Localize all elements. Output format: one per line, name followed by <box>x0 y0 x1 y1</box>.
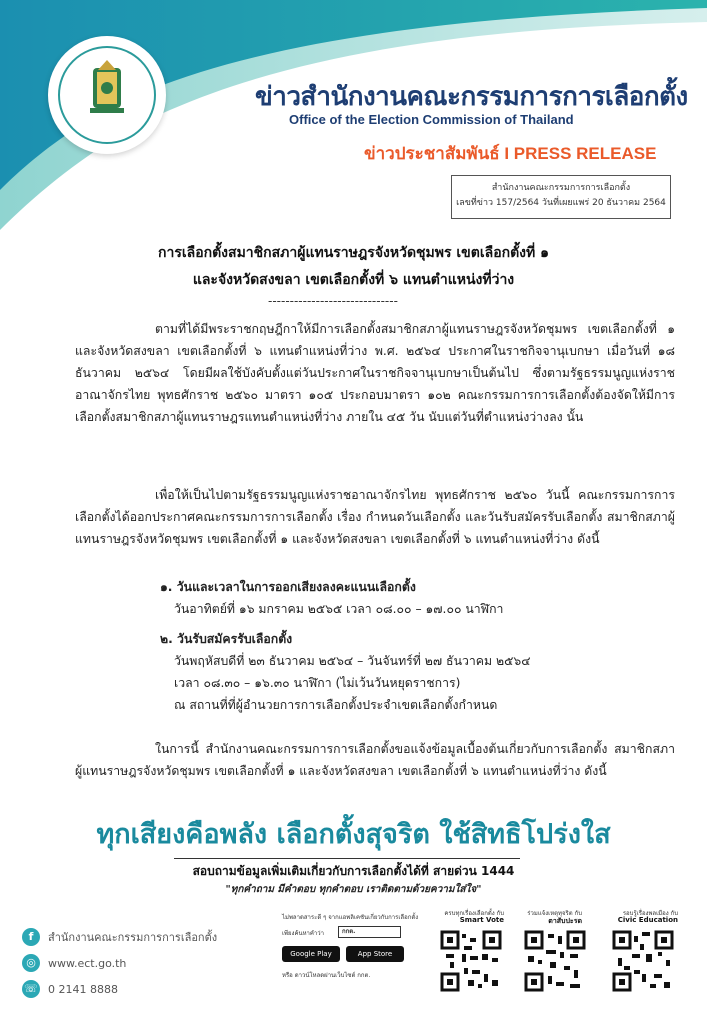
paragraph-1: ตามที่ได้มีพระราชกฤษฎีกาให้มีการเลือกตั้งสมาชิกสภาผู้แทนราษฎรจังหวัดชุมพร เขตเลือกตั้งที่ ๑ และจังหวัดสงขลา เขตเลือกตั้งที่ ๖ แทนตำแหน่งที่ว่าง พ.ศ. ๒๕๖๔ ประกาศในราชกิจจานุเบกษา เมื่อวันที่ ๑๘ ธันวาคม ๒๕๖๔ โดยมีผลใช้บังคับตั้งแต่วันประกาศในราชกิจจานุเบกษาเป็นต้นไป ซึ่งตามรัฐธรรมนูญแห่งราชอาณาจักรไทย พุทธศักราช ๒๕๖๐ มาตรา ๑๐๕ ประกอบมาตรา ๑๐๒ คณะกรรมการการเลือกตั้งต้องจัดให้มีการเลือกตั้งสมาชิกสภาผู้แทนราษฎรแทนตำแหน่งที่ว่าง ภายใน ๔๕ วัน นับแต่วันที่ตำแหน่งว่างลง นั้น <box>75 322 675 424</box>
facebook-icon: f <box>22 928 40 946</box>
facebook-text: สำนักงานคณะกรรมการการเลือกตั้ง <box>48 931 218 944</box>
google-play-button[interactable]: Google Play <box>282 946 340 962</box>
app-search-label: เพียงค้นหาคำว่า <box>282 930 325 937</box>
website-link[interactable] <box>22 954 126 972</box>
paragraph-3: ในการนี้ สำนักงานคณะกรรมการการเลือกตั้งขอแจ้งข้อมูลเบื้องต้นเกี่ยวกับการเลือกตั้ง สมาชิกสภาผู้แทนราษฎรจังหวัดชุมพร เขตเลือกตั้งที่ ๑ และจังหวัดสงขลา เขตเลือกตั้งที่ ๖ แทนตำแหน่งที่ว่าง ดังนี้ <box>75 742 675 778</box>
press-release-label: ข่าวประชาสัมพันธ์ I PRESS RELEASE <box>364 144 657 163</box>
paragraph-2: เพื่อให้เป็นไปตามรัฐธรรมนูญแห่งราชอาณาจักรไทย พุทธศักราช ๒๕๖๐ วันนี้ คณะกรรมการการเลือกตั้งได้ออกประกาศคณะกรรมการการเลือกตั้ง เรื่อง กำหนดวันเลือกตั้ง และวันรับสมัครรับเลือกตั้ง สมาชิกสภาผู้แทนราษฎรจังหวัดชุมพร เขตเลือกตั้งที่ ๑ และจังหวัดสงขลา เขตเลือกตั้งที่ ๖ แทนตำแหน่งที่ว่าง ดังนี้ <box>75 488 675 546</box>
qr3-title: Civic Education <box>617 916 678 924</box>
body-paragraph-3 <box>75 738 675 782</box>
logo-ring <box>58 46 156 144</box>
title-divider: ------------------------------ <box>268 294 398 308</box>
section-2 <box>160 628 680 716</box>
document-title <box>0 240 707 294</box>
pineapple-eye-qr-icon[interactable] <box>524 930 586 992</box>
app-search-box: กกต. <box>338 926 401 938</box>
app-note: ไม่พลาดสาระดี ๆ จากแอพลิเคชันเกี่ยวกับการเลือกตั้ง <box>282 914 419 921</box>
body-paragraph-2 <box>75 484 675 550</box>
header-title: ข่าวสำนักงานคณะกรรมการการเลือกตั้ง <box>255 82 688 112</box>
section-2-detail-2: เวลา ๐๘.๓๐ – ๑๖.๓๐ นาฬิกา (ไม่เว้นวันหยุดราชการ) <box>174 676 461 690</box>
header-subtitle: Office of the Election Commission of Thailand <box>289 112 574 127</box>
ect-logo <box>48 36 166 154</box>
phone-icon: ☏ <box>22 980 40 998</box>
section-1-detail: วันอาทิตย์ที่ ๑๖ มกราคม ๒๕๖๕ เวลา ๐๘.๐๐ – ๑๗.๐๐ นาฬิกา <box>174 602 504 616</box>
app-store-button[interactable]: App Store <box>346 946 404 962</box>
reference-box <box>451 175 671 219</box>
web-download-note: หรือ ดาวน์โหลดผ่านเว็บไซต์ กกต. <box>282 972 371 979</box>
section-1 <box>160 576 680 620</box>
body-paragraph-1 <box>75 318 675 428</box>
ref-number-date: เลขที่ข่าว 157/2564 วันที่เผยแพร่ 20 ธันวาคม 2564 <box>456 198 666 208</box>
qr1-label: ครบทุกเรื่องเลือกตั้ง กับ <box>444 910 504 917</box>
section-2-detail-3: ณ สถานที่ที่ผู้อำนวยการการเลือกตั้งประจำเขตเลือกตั้งกำหนด <box>174 698 498 712</box>
ect-emblem-icon <box>60 48 154 142</box>
qr2-label: ร่วมแจ้งเหตุทุจริต กับ <box>527 910 582 917</box>
hotline-quote: "ทุกคำถาม มีคำตอบ ทุกคำตอบ เราติดตามด้วยความใส่ใจ" <box>225 884 482 895</box>
website-text: www.ect.go.th <box>48 956 127 970</box>
title-line-1: การเลือกตั้งสมาชิกสภาผู้แทนราษฎรจังหวัดชุมพร เขตเลือกตั้งที่ ๑ <box>157 245 550 261</box>
section-2-heading: ๒. วันรับสมัครรับเลือกตั้ง <box>160 632 293 646</box>
contact-divider <box>174 858 520 859</box>
qr3-label: รอบรู้เรื่องพลเมือง กับ <box>622 910 678 917</box>
civic-education-qr-icon[interactable] <box>612 930 674 992</box>
title-line-2: และจังหวัดสงขลา เขตเลือกตั้งที่ ๖ แทนตำแหน่งที่ว่าง <box>192 272 515 288</box>
qr2-title: ตาสับปะรด <box>548 917 582 925</box>
section-1-heading: ๑. วันและเวลาในการออกเสียงลงคะแนนเลือกตั้ง <box>160 580 416 594</box>
phone-text: 0 2141 8888 <box>48 982 118 996</box>
facebook-link[interactable] <box>22 928 217 946</box>
hotline-info: สอบถามข้อมูลเพิ่มเติมเกี่ยวกับการเลือกตั้งได้ที่ สายด่วน 1444 <box>192 864 515 878</box>
smart-vote-qr-icon[interactable] <box>440 930 502 992</box>
phone-link[interactable] <box>22 980 118 998</box>
section-2-detail-1: วันพฤหัสบดีที่ ๒๓ ธันวาคม ๒๕๖๔ – วันจันทร์ที่ ๒๗ ธันวาคม ๒๕๖๔ <box>174 654 531 668</box>
app-download-box <box>282 908 428 1014</box>
qr1-title: Smart Vote <box>459 916 504 924</box>
slogan: ทุกเสียงคือพลัง เลือกตั้งสุจริต ใช้สิทธิโปร่งใส <box>96 819 611 850</box>
ref-office: สำนักงานคณะกรรมการการเลือกตั้ง <box>491 183 631 193</box>
globe-icon: ◎ <box>22 954 40 972</box>
